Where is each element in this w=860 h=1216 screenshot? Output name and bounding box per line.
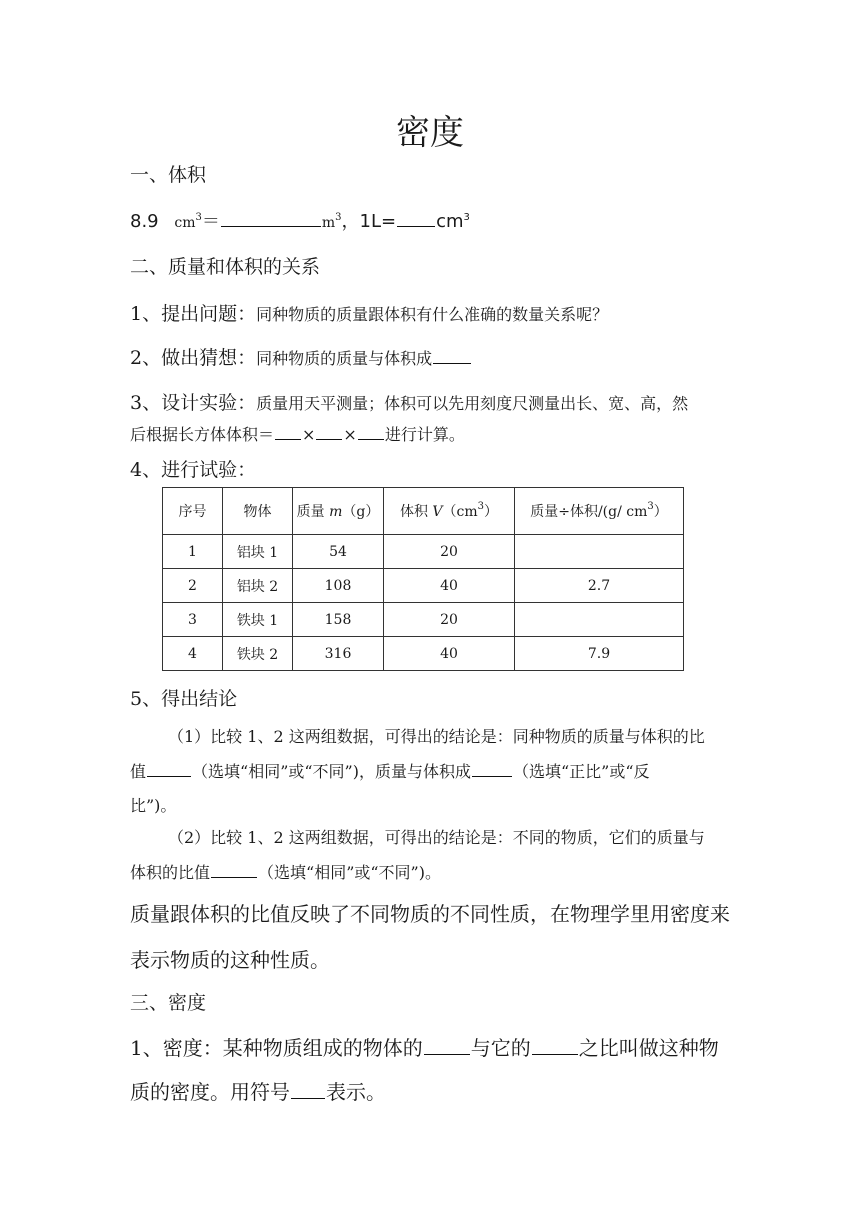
cell-index: 4	[163, 637, 223, 671]
cell-object: 铝块 1	[223, 535, 293, 569]
cell-ratio: 7.9	[515, 637, 684, 671]
question-2	[130, 343, 472, 370]
q3-text-2b: 进行计算。	[384, 425, 465, 444]
conclusion-1-line-3: 比”)。	[130, 796, 177, 815]
volume-lead: 8.9	[130, 211, 159, 232]
fill-blank[interactable]	[291, 1097, 325, 1099]
q1-text: 同种物质的质量跟体积有什么准确的数量关系呢？	[256, 305, 609, 324]
cell-ratio: 2.7	[515, 569, 684, 603]
fill-blank[interactable]	[358, 438, 384, 440]
sup-3: 3	[195, 212, 202, 223]
fill-blank[interactable]	[275, 438, 301, 440]
section-heading-mass-volume: 二、质量和体积的关系	[130, 256, 321, 278]
cell-index: 2	[163, 569, 223, 603]
table-row	[163, 569, 684, 603]
header-ratio: 质量÷体积/(g/ $cm^3$）	[515, 488, 684, 535]
section-heading-volume: 一、体积	[130, 164, 207, 186]
fill-blank[interactable]	[211, 876, 257, 878]
table-row	[163, 603, 684, 637]
fill-blank[interactable]	[397, 225, 435, 227]
cell-object: 铁块 2	[223, 637, 293, 671]
header-object: 物体	[223, 488, 293, 535]
liter-text: ，1L=	[341, 211, 397, 232]
question-3-line-2	[130, 422, 465, 445]
equals-sign: ＝	[201, 211, 220, 232]
q3-label: 3、设计实验：	[130, 392, 257, 414]
question-4-label: 4、进行试验：	[130, 459, 257, 481]
density-definition-line-2: 质的密度。用符号 表示。	[130, 1080, 386, 1104]
sup-3: 3	[463, 212, 470, 223]
q2-text: 同种物质的质量与体积成	[256, 349, 433, 368]
question-3-line-1	[130, 388, 688, 415]
cell-mass: 158	[293, 603, 384, 637]
fill-blank[interactable]	[472, 775, 512, 777]
cell-volume: 20	[384, 603, 515, 637]
cell-object: 铝块 2	[223, 569, 293, 603]
fill-blank[interactable]	[316, 438, 342, 440]
cell-mass: 108	[293, 569, 384, 603]
cell-object: 铁块 1	[223, 603, 293, 637]
times-sign: ×	[302, 425, 316, 444]
unit-cm: cm	[436, 211, 464, 232]
header-mass: 质量 m（g）	[293, 488, 384, 535]
volume-conversion-line	[130, 207, 470, 233]
conclusion-2-line-1: （2）比较 1、2 这两组数据，可得出的结论是：不同的物质，它们的质量与	[168, 828, 705, 847]
table-row	[163, 637, 684, 671]
cell-volume: 40	[384, 637, 515, 671]
question-1	[130, 299, 608, 326]
q1-label: 1、提出问题：	[130, 303, 257, 325]
q3-text: 质量用天平测量；体积可以先用刻度尺测量出长、宽、高，然	[256, 394, 689, 413]
cell-volume: 40	[384, 569, 515, 603]
fill-blank[interactable]	[424, 1053, 470, 1055]
cell-index: 1	[163, 535, 223, 569]
cell-mass: 54	[293, 535, 384, 569]
unit-cm: cm	[174, 215, 196, 231]
q2-label: 2、做出猜想：	[130, 347, 257, 369]
experiment-table	[162, 487, 684, 671]
cell-mass: 316	[293, 637, 384, 671]
density-definition-line-1: 1、密度：某种物质组成的物体的 与它的 之比叫做这种物	[130, 1036, 719, 1060]
conclusion-1-line-2: 值 （选填“相同”或“不同”)，质量与体积成 （选填“正比”或“反	[130, 762, 650, 781]
question-5-label: 5、得出结论	[130, 688, 238, 710]
conclusion-1-line-1: （1）比较 1、2 这两组数据，可得出的结论是：同种物质的质量与体积的比	[168, 727, 705, 746]
fill-blank[interactable]	[532, 1053, 578, 1055]
cell-ratio[interactable]	[515, 535, 684, 569]
summary-line-1: 质量跟体积的比值反映了不同物质的不同性质，在物理学里用密度来	[130, 902, 730, 926]
unit-m: m	[321, 215, 336, 231]
cell-volume: 20	[384, 535, 515, 569]
fill-blank[interactable]	[147, 775, 191, 777]
conclusion-2-line-2: 体积的比值 （选填“相同”或“不同”)。	[130, 863, 441, 882]
header-volume: 体积 $V(cm^3)$	[384, 488, 515, 535]
section-heading-density: 三、密度	[130, 992, 207, 1014]
fill-blank[interactable]	[433, 362, 471, 364]
q3-text-2a: 后根据长方体体积＝	[130, 425, 275, 444]
page-title: 密度	[396, 113, 464, 153]
header-index: 序号	[163, 488, 223, 535]
fill-blank[interactable]	[221, 225, 321, 227]
summary-line-2: 表示物质的这种性质。	[130, 948, 330, 972]
times-sign: ×	[343, 425, 357, 444]
cell-ratio[interactable]	[515, 603, 684, 637]
sup-3: 3	[335, 212, 342, 223]
cell-index: 3	[163, 603, 223, 637]
table-row	[163, 535, 684, 569]
